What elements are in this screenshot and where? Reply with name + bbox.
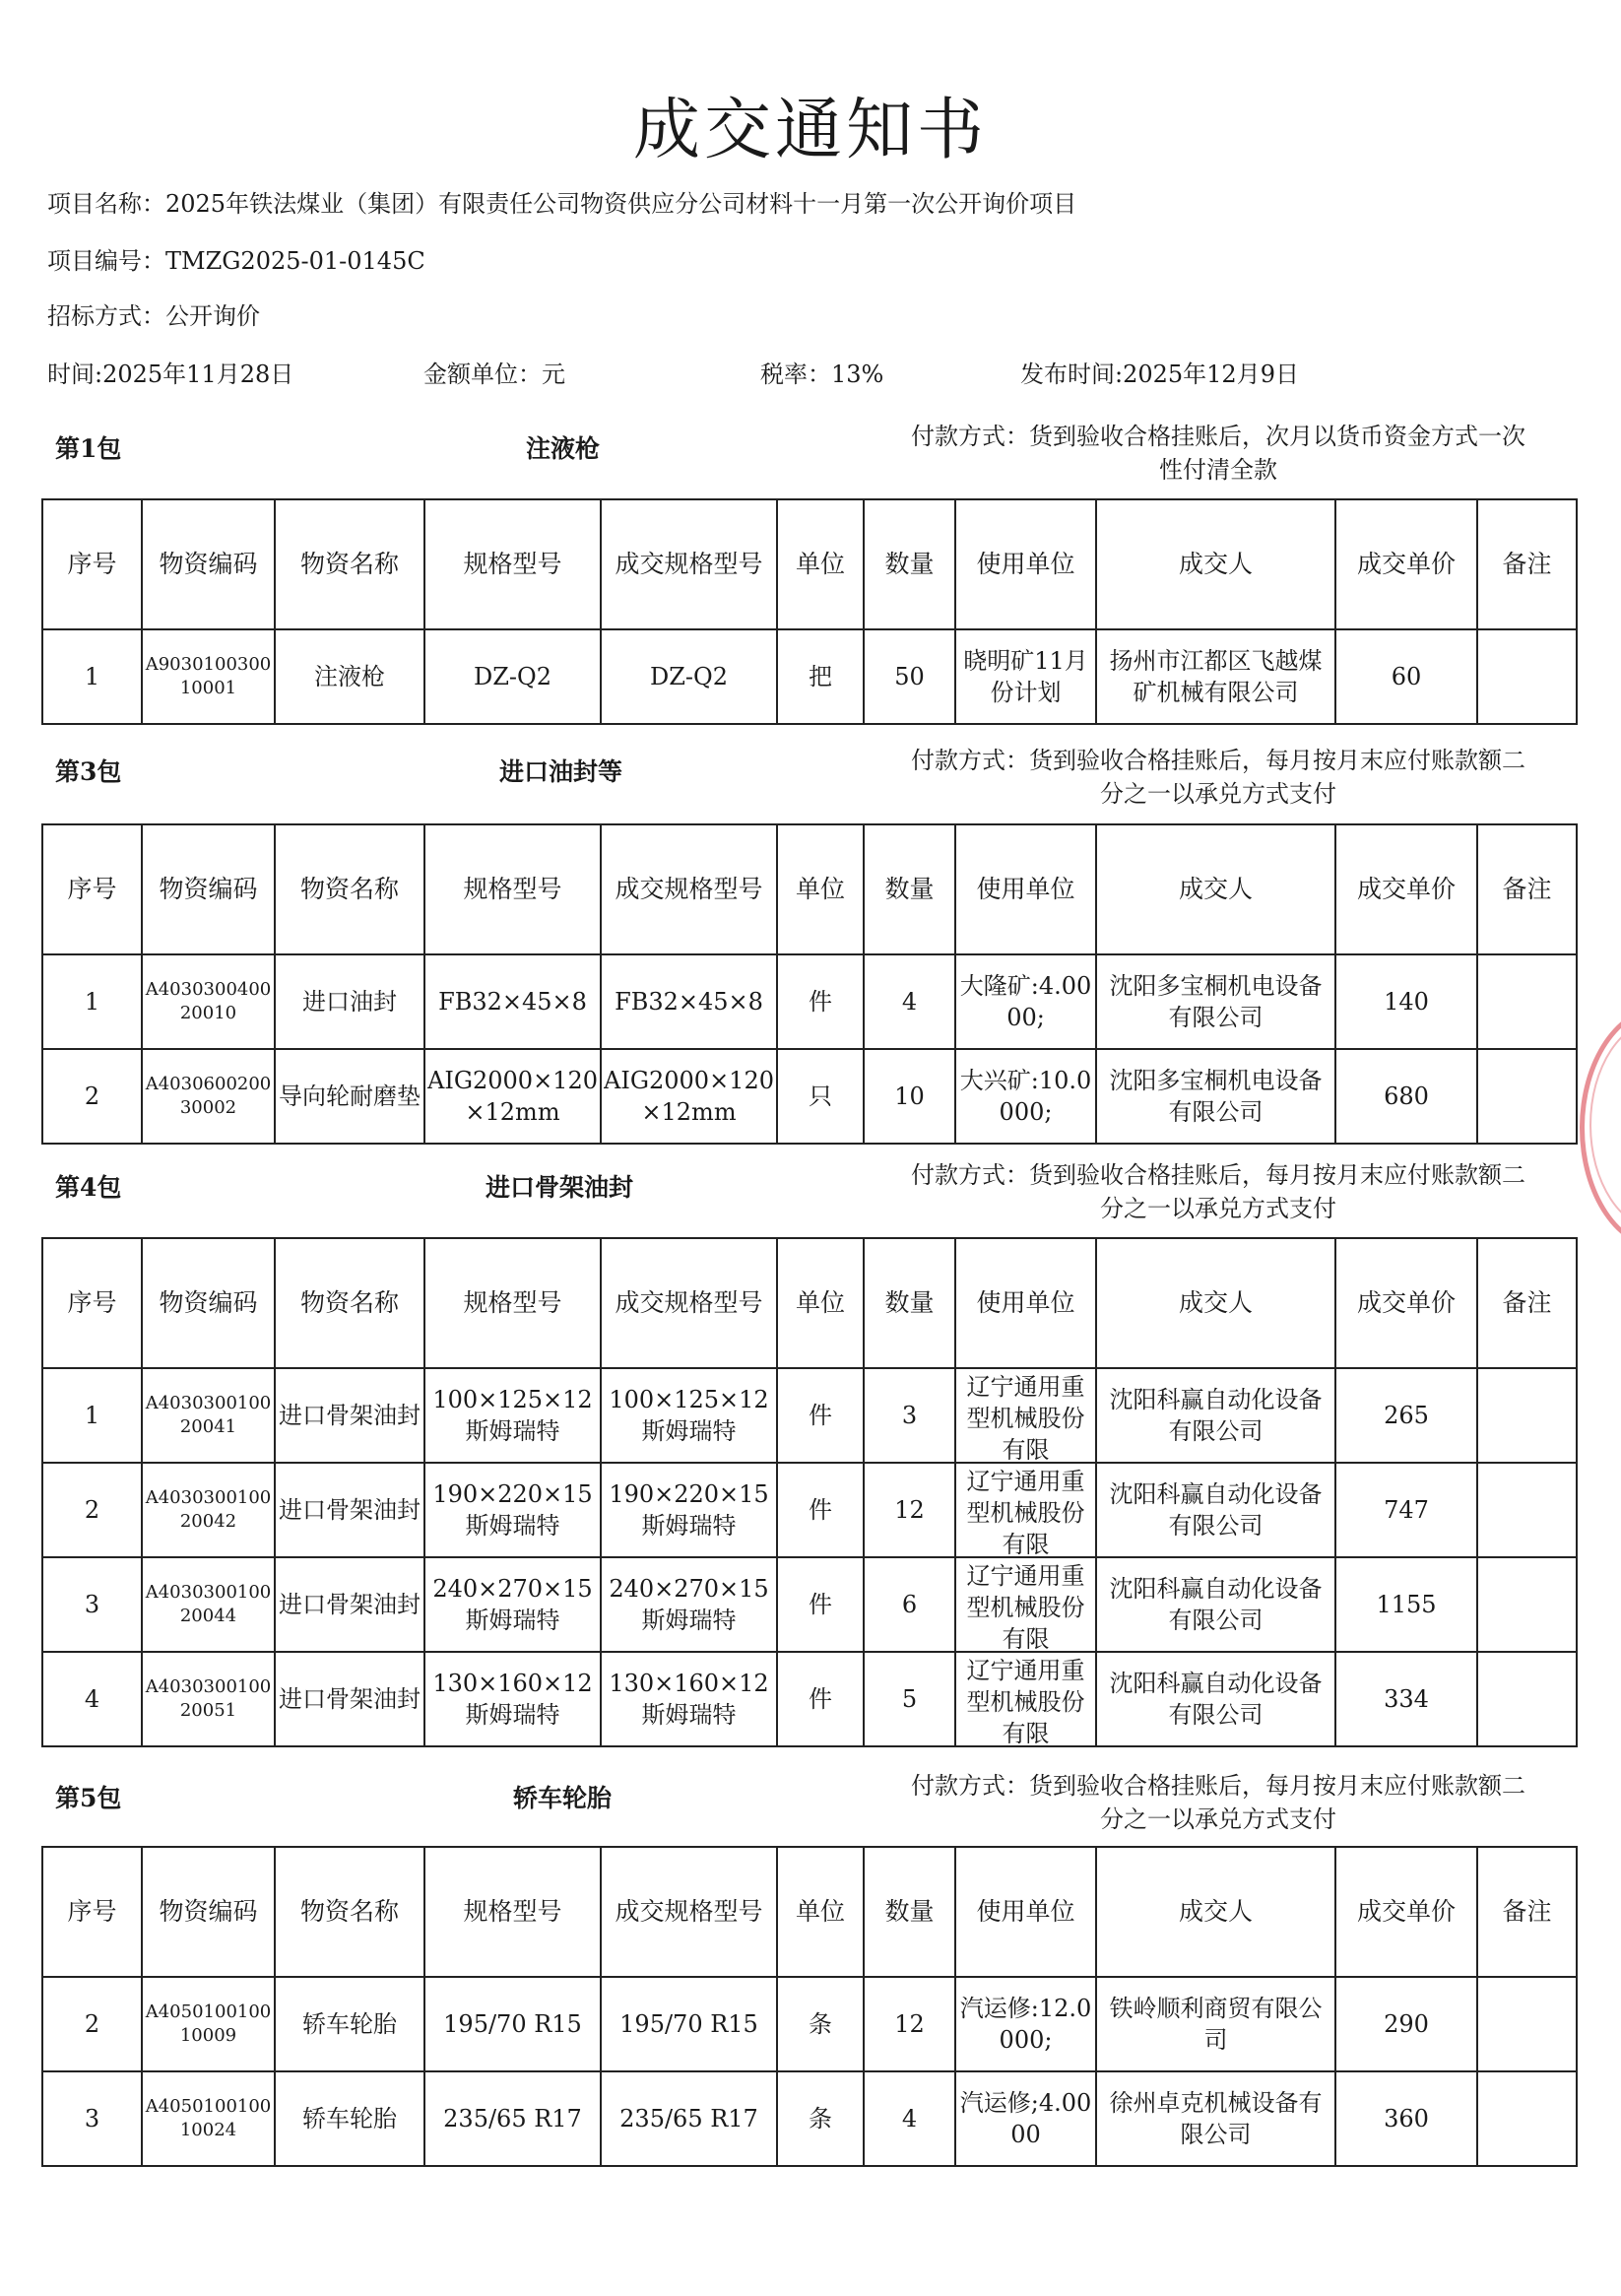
cell-material-code [142,954,275,1049]
cell-text-material-code: A403030010020042 [145,1487,272,1532]
cell-unit-price [1335,1652,1477,1746]
date: 时间:2025年11月28日 [47,361,294,388]
cell-text-spec: DZ-Q2 [474,663,551,690]
cell-text-seq: 1 [84,988,100,1016]
cell-supplier [1096,1049,1335,1144]
table-row [42,1557,1577,1652]
cell-material-name [275,1463,424,1557]
cell-quantity [864,1368,955,1463]
cell-user-unit [955,1463,1096,1557]
column-header-unit: 单位 [777,499,864,629]
cell-deal-spec [601,1977,777,2071]
project-code: 项目编号：TMZG2025-01-0145C [47,247,425,275]
cell-seq [42,1977,142,2071]
table-row [42,629,1577,724]
cell-unit [777,1977,864,2071]
cell-seq [42,2071,142,2166]
column-header-material-name: 物资名称 [275,824,424,954]
package-name: 进口油封等 [499,757,623,786]
payment-terms-line: 付款方式：货到验收合格挂账后，次月以货币资金方式一次 [911,423,1525,450]
cell-text-user-unit: 汽运修:12.0000; [959,1995,1092,2054]
cell-supplier [1096,1463,1335,1557]
cell-text-quantity: 6 [901,1591,918,1618]
cell-text-seq: 3 [84,1591,100,1618]
column-header-unit-price: 成交单价 [1335,1847,1477,1977]
column-header-remark: 备注 [1477,824,1577,954]
cell-text-spec: 190×220×15斯姆瑞特 [432,1480,593,1540]
cell-text-spec: AIG2000×120×12mm [427,1067,598,1126]
cell-text-unit: 件 [809,988,832,1016]
cell-text-unit-price: 140 [1384,988,1429,1016]
cell-remark [1477,1557,1577,1652]
column-header-deal-spec: 成交规格型号 [601,499,777,629]
cell-unit [777,1368,864,1463]
cell-remark [1477,1368,1577,1463]
cell-text-unit: 件 [809,1591,832,1618]
column-header-user-unit: 使用单位 [955,824,1096,954]
cell-user-unit [955,1977,1096,2071]
cell-text-deal-spec: AIG2000×120×12mm [604,1067,774,1126]
cell-deal-spec [601,1463,777,1557]
package-table [41,1846,1578,2167]
cell-remark [1477,954,1577,1049]
cell-text-user-unit: 辽宁通用重型机械股份有限 [966,1562,1085,1649]
cell-text-spec: 195/70 R15 [443,2010,582,2038]
cell-text-unit-price: 747 [1384,1496,1429,1524]
cell-text-supplier: 扬州市江都区飞越煤矿机械有限公司 [1109,647,1323,706]
table-row [42,1977,1577,2071]
cell-text-deal-spec: DZ-Q2 [650,663,728,690]
column-header-seq: 序号 [42,499,142,629]
currency-unit: 金额单位：元 [423,361,565,388]
cell-text-material-code: A403030010020051 [145,1676,272,1721]
cell-spec [424,1368,601,1463]
payment-terms-line: 付款方式：货到验收合格挂账后，每月按月末应付账款额二 [911,1772,1525,1800]
package-label: 第4包 [55,1173,122,1202]
cell-text-user-unit: 辽宁通用重型机械股份有限 [966,1657,1085,1743]
cell-material-name [275,1368,424,1463]
cell-quantity [864,1463,955,1557]
cell-text-unit: 条 [809,2105,832,2132]
cell-spec [424,954,601,1049]
cell-user-unit [955,1652,1096,1746]
column-header-unit-price: 成交单价 [1335,499,1477,629]
cell-quantity [864,2071,955,2166]
cell-deal-spec [601,1049,777,1144]
cell-text-unit-price: 290 [1384,2010,1429,2038]
column-header-remark: 备注 [1477,1238,1577,1368]
cell-text-quantity: 50 [894,663,925,690]
cell-supplier [1096,1977,1335,2071]
cell-text-material-name: 轿车轮胎 [302,2105,397,2132]
cell-text-quantity: 10 [894,1082,925,1110]
bid-method: 招标方式：公开询价 [47,302,260,330]
cell-remark [1477,629,1577,724]
column-header-unit-price: 成交单价 [1335,1238,1477,1368]
cell-text-material-code: A405010010010024 [145,2096,272,2140]
document-title: 成交通知书 [632,92,988,169]
cell-spec [424,1652,601,1746]
cell-text-deal-spec: 235/65 R17 [619,2105,758,2132]
cell-material-code [142,1368,275,1463]
column-header-seq: 序号 [42,1238,142,1368]
cell-text-unit-price: 680 [1384,1082,1429,1110]
column-header-material-name: 物资名称 [275,1847,424,1977]
cell-text-unit: 件 [809,1496,832,1524]
cell-seq [42,629,142,724]
cell-unit-price [1335,954,1477,1049]
column-header-seq: 序号 [42,824,142,954]
cell-text-user-unit: 辽宁通用重型机械股份有限 [966,1468,1085,1554]
package-table [41,498,1578,725]
column-header-quantity: 数量 [864,824,955,954]
cell-text-material-code: A403030010020044 [145,1582,272,1626]
cell-material-code [142,1557,275,1652]
cell-deal-spec [601,1557,777,1652]
cell-text-supplier: 沈阳科赢自动化设备有限公司 [1109,1386,1323,1445]
column-header-material-code: 物资编码 [142,499,275,629]
package-table [41,1237,1578,1747]
column-header-unit: 单位 [777,1847,864,1977]
column-header-quantity: 数量 [864,1238,955,1368]
column-header-remark: 备注 [1477,1847,1577,1977]
cell-unit [777,1049,864,1144]
cell-material-name [275,1652,424,1746]
cell-seq [42,1049,142,1144]
cell-user-unit [955,1049,1096,1144]
cell-text-material-name: 进口骨架油封 [279,1402,421,1429]
cell-text-spec: 240×270×15斯姆瑞特 [432,1575,593,1634]
cell-seq [42,1652,142,1746]
project-name: 项目名称：2025年铁法煤业（集团）有限责任公司物资供应分公司材料十一月第一次公开询价项目 [47,190,1077,218]
cell-text-deal-spec: 100×125×12斯姆瑞特 [609,1386,769,1445]
column-header-spec: 规格型号 [424,1238,601,1368]
package-name: 进口骨架油封 [486,1173,634,1202]
cell-user-unit [955,2071,1096,2166]
cell-text-material-code: A403060020030002 [145,1074,272,1118]
cell-text-quantity: 3 [901,1402,918,1429]
column-header-seq: 序号 [42,1847,142,1977]
column-header-material-code: 物资编码 [142,1238,275,1368]
cell-text-unit: 只 [809,1082,832,1110]
column-header-material-code: 物资编码 [142,1847,275,1977]
cell-text-material-code: A403030040020010 [145,979,272,1023]
cell-text-quantity: 12 [894,2010,925,2038]
cell-quantity [864,1652,955,1746]
column-header-spec: 规格型号 [424,1847,601,1977]
cell-text-deal-spec: 195/70 R15 [619,2010,758,2038]
cell-remark [1477,1977,1577,2071]
column-header-unit: 单位 [777,824,864,954]
cell-remark [1477,2071,1577,2166]
cell-spec [424,1049,601,1144]
column-header-material-name: 物资名称 [275,1238,424,1368]
cell-text-unit: 件 [809,1685,832,1713]
cell-unit-price [1335,1977,1477,2071]
cell-text-material-name: 导向轮耐磨垫 [279,1082,421,1110]
cell-deal-spec [601,629,777,724]
cell-unit [777,629,864,724]
cell-user-unit [955,1557,1096,1652]
cell-unit [777,1652,864,1746]
cell-remark [1477,1652,1577,1746]
cell-deal-spec [601,1652,777,1746]
cell-user-unit [955,954,1096,1049]
cell-seq [42,1463,142,1557]
package-name: 注液枪 [526,434,601,463]
payment-terms-line: 付款方式：货到验收合格挂账后，每月按月末应付账款额二 [911,747,1525,774]
cell-user-unit [955,1368,1096,1463]
cell-text-spec: 100×125×12斯姆瑞特 [432,1386,593,1445]
cell-text-quantity: 4 [901,2105,918,2132]
cell-spec [424,2071,601,2166]
payment-terms-line: 付款方式：货到验收合格挂账后，每月按月末应付账款额二 [911,1161,1525,1189]
package-label: 第1包 [55,434,122,463]
cell-text-material-code: A405010010010009 [145,2001,272,2046]
cell-text-supplier: 沈阳多宝桐机电设备有限公司 [1109,972,1323,1031]
cell-spec [424,1463,601,1557]
cell-text-unit-price: 334 [1384,1685,1429,1713]
cell-unit-price [1335,1463,1477,1557]
cell-quantity [864,1557,955,1652]
column-header-quantity: 数量 [864,1847,955,1977]
cell-material-name [275,1977,424,2071]
table-row [42,1368,1577,1463]
cell-deal-spec [601,954,777,1049]
cell-text-user-unit: 汽运修;4.0000 [959,2089,1092,2148]
cell-text-spec: 130×160×12斯姆瑞特 [432,1670,593,1729]
table-row [42,1463,1577,1557]
cell-supplier [1096,2071,1335,2166]
table-row [42,2071,1577,2166]
cell-text-deal-spec: 240×270×15斯姆瑞特 [609,1575,769,1634]
column-header-supplier: 成交人 [1096,1847,1335,1977]
cell-text-deal-spec: 190×220×15斯姆瑞特 [609,1480,769,1540]
column-header-supplier: 成交人 [1096,499,1335,629]
cell-material-code [142,1049,275,1144]
cell-material-code [142,629,275,724]
cell-text-unit: 条 [809,2010,832,2038]
cell-text-material-name: 进口骨架油封 [279,1685,421,1713]
cell-text-material-name: 进口骨架油封 [279,1496,421,1524]
cell-seq [42,1557,142,1652]
cell-supplier [1096,1368,1335,1463]
publish-date: 发布时间:2025年12月9日 [1020,361,1299,388]
cell-remark [1477,1463,1577,1557]
cell-material-code [142,1463,275,1557]
cell-remark [1477,1049,1577,1144]
cell-text-seq: 2 [84,1496,100,1524]
cell-deal-spec [601,2071,777,2166]
table-header-row [42,1238,1577,1368]
cell-material-code [142,1977,275,2071]
cell-text-deal-spec: FB32×45×8 [615,988,763,1016]
payment-terms [859,1769,1578,1836]
column-header-user-unit: 使用单位 [955,1238,1096,1368]
cell-text-quantity: 12 [894,1496,925,1524]
cell-seq [42,954,142,1049]
package-name: 轿车轮胎 [513,1784,613,1812]
cell-supplier [1096,954,1335,1049]
cell-text-seq: 2 [84,1082,100,1110]
payment-terms [859,1158,1578,1225]
table-header-row [42,824,1577,954]
column-header-user-unit: 使用单位 [955,499,1096,629]
column-header-remark: 备注 [1477,499,1577,629]
cell-text-user-unit: 大兴矿:10.0000; [959,1067,1092,1126]
cell-text-spec: 235/65 R17 [443,2105,582,2132]
cell-text-unit-price: 265 [1384,1402,1429,1429]
cell-quantity [864,1049,955,1144]
cell-unit-price [1335,1368,1477,1463]
cell-text-supplier: 沈阳科赢自动化设备有限公司 [1109,1575,1323,1634]
cell-deal-spec [601,1368,777,1463]
cell-text-deal-spec: 130×160×12斯姆瑞特 [609,1670,769,1729]
column-header-deal-spec: 成交规格型号 [601,1238,777,1368]
column-header-quantity: 数量 [864,499,955,629]
cell-seq [42,1368,142,1463]
cell-supplier [1096,1557,1335,1652]
column-header-supplier: 成交人 [1096,1238,1335,1368]
column-header-user-unit: 使用单位 [955,1847,1096,1977]
payment-terms [859,744,1578,811]
cell-text-user-unit: 辽宁通用重型机械股份有限 [966,1373,1085,1460]
cell-quantity [864,629,955,724]
payment-terms [859,420,1578,487]
cell-text-material-name: 注液枪 [314,663,385,690]
cell-unit-price [1335,2071,1477,2166]
cell-text-unit: 把 [809,663,832,690]
cell-text-supplier: 沈阳科赢自动化设备有限公司 [1109,1670,1323,1729]
cell-spec [424,629,601,724]
cell-unit [777,2071,864,2166]
tax-rate: 税率：13% [760,361,884,388]
cell-material-name [275,629,424,724]
cell-material-name [275,1557,424,1652]
cell-text-user-unit: 大隆矿:4.0000; [959,972,1092,1031]
payment-terms-line: 分之一以承兑方式支付 [1100,780,1336,808]
cell-unit-price [1335,1049,1477,1144]
cell-text-unit-price: 360 [1384,2105,1429,2132]
cell-quantity [864,954,955,1049]
column-header-deal-spec: 成交规格型号 [601,824,777,954]
cell-spec [424,1557,601,1652]
payment-terms-line: 分之一以承兑方式支付 [1100,1805,1336,1833]
package-table [41,823,1578,1145]
cell-supplier [1096,1652,1335,1746]
cell-material-name [275,2071,424,2166]
cell-unit [777,954,864,1049]
package-label: 第5包 [55,1784,122,1812]
cell-text-material-code: A403030010020041 [145,1393,272,1437]
cell-text-seq: 1 [84,663,100,690]
cell-material-code [142,1652,275,1746]
table-header-row [42,499,1577,629]
cell-text-seq: 1 [84,1402,100,1429]
cell-text-seq: 2 [84,2010,100,2038]
cell-text-supplier: 徐州卓克机械设备有限公司 [1109,2089,1323,2148]
cell-text-supplier: 沈阳多宝桐机电设备有限公司 [1109,1067,1323,1126]
cell-supplier [1096,629,1335,724]
cell-text-supplier: 沈阳科赢自动化设备有限公司 [1109,1480,1323,1540]
column-header-spec: 规格型号 [424,499,601,629]
cell-text-material-code: A903010030010001 [145,654,272,698]
cell-material-name [275,1049,424,1144]
cell-text-material-name: 轿车轮胎 [302,2010,397,2038]
cell-quantity [864,1977,955,2071]
column-header-deal-spec: 成交规格型号 [601,1847,777,1977]
cell-text-quantity: 4 [901,988,918,1016]
cell-spec [424,1977,601,2071]
column-header-unit: 单位 [777,1238,864,1368]
cell-text-supplier: 铁岭顺利商贸有限公司 [1109,1995,1323,2054]
cell-text-material-name: 进口油封 [302,988,397,1016]
cell-text-unit-price: 60 [1391,663,1422,690]
payment-terms-line: 性付清全款 [1159,456,1277,484]
column-header-material-code: 物资编码 [142,824,275,954]
table-row [42,1049,1577,1144]
payment-terms-line: 分之一以承兑方式支付 [1100,1195,1336,1222]
table-row [42,954,1577,1049]
cell-material-code [142,2071,275,2166]
table-header-row [42,1847,1577,1977]
column-header-supplier: 成交人 [1096,824,1335,954]
cell-text-seq: 3 [84,2105,100,2132]
cell-user-unit [955,629,1096,724]
cell-unit [777,1463,864,1557]
cell-text-quantity: 5 [901,1685,918,1713]
cell-text-unit: 件 [809,1402,832,1429]
cell-unit-price [1335,1557,1477,1652]
cell-unit [777,1557,864,1652]
cell-text-seq: 4 [84,1685,100,1713]
table-row [42,1652,1577,1746]
column-header-material-name: 物资名称 [275,499,424,629]
cell-text-unit-price: 1155 [1376,1591,1437,1618]
column-header-unit-price: 成交单价 [1335,824,1477,954]
cell-text-user-unit: 晓明矿11月份计划 [963,647,1088,706]
cell-text-spec: FB32×45×8 [438,988,587,1016]
column-header-spec: 规格型号 [424,824,601,954]
cell-material-name [275,954,424,1049]
cell-text-material-name: 进口骨架油封 [279,1591,421,1618]
package-label: 第3包 [55,757,122,786]
cell-unit-price [1335,629,1477,724]
